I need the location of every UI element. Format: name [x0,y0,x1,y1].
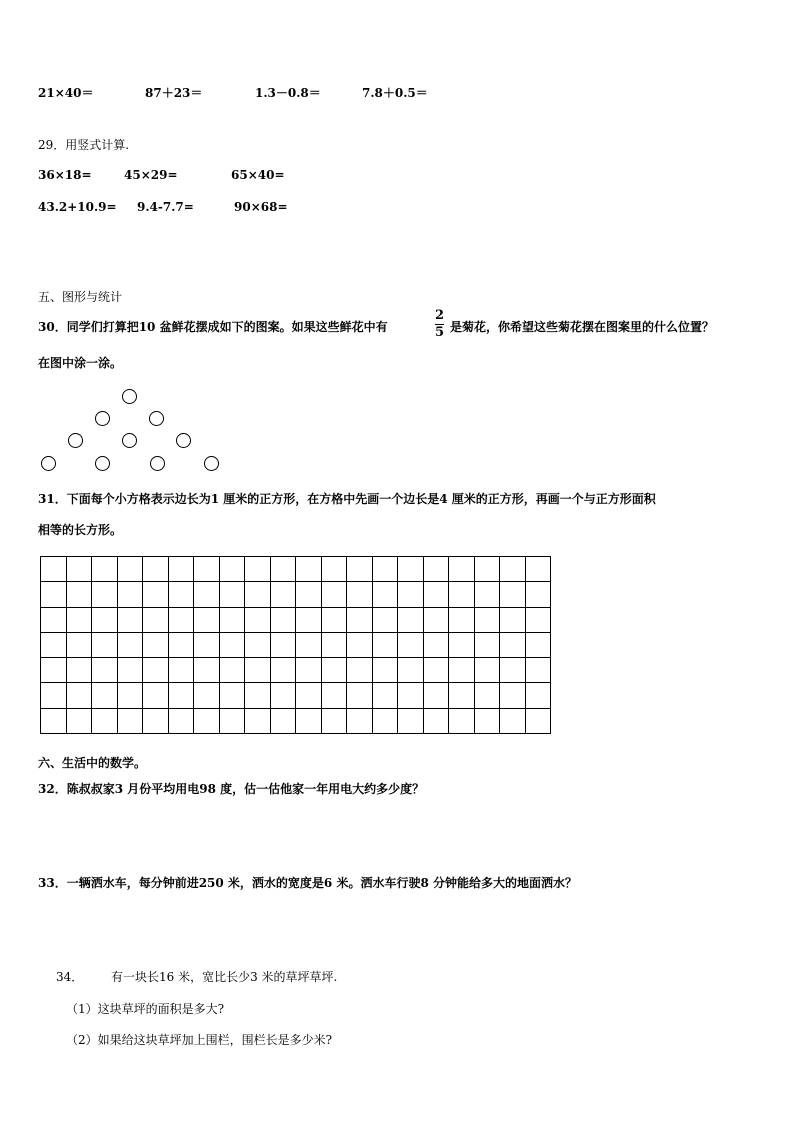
grid-cell[interactable] [117,557,143,582]
grid-cell[interactable] [194,632,220,657]
expr-21x40: 21×40＝ [38,86,94,100]
grid-cell[interactable] [423,607,449,632]
flower-circle[interactable] [122,433,137,448]
grid-cell[interactable] [194,557,220,582]
grid-cell[interactable] [92,658,118,683]
q34-subquestion-2: （2）如果给这块草坪加上围栏，围栏长是多少米? [66,1033,333,1047]
grid-cell[interactable] [245,658,271,683]
grid-cell[interactable] [66,557,92,582]
grid-cell[interactable] [398,557,424,582]
grid-cell[interactable] [423,683,449,708]
q34-subquestion-1: （1）这块草坪的面积是多大? [66,1002,225,1016]
grid-cell[interactable] [117,683,143,708]
grid-cell[interactable] [347,632,373,657]
grid-cell[interactable] [423,658,449,683]
grid-cell[interactable] [449,557,475,582]
grid-cell[interactable] [219,582,245,607]
grid-cell[interactable] [372,557,398,582]
grid-cell[interactable] [398,708,424,733]
grid-cell[interactable] [474,708,500,733]
grid-cell[interactable] [92,683,118,708]
grid-cell[interactable] [474,607,500,632]
grid-cell[interactable] [525,607,551,632]
grid-cell[interactable] [500,632,526,657]
grid-cell[interactable] [296,658,322,683]
grid-cell[interactable] [270,708,296,733]
q29-expr-5: 9.4-7.7= [137,200,194,214]
grid-cell[interactable] [245,557,271,582]
grid-cell[interactable] [500,683,526,708]
grid-cell[interactable] [168,632,194,657]
grid-cell[interactable] [41,658,67,683]
grid-cell[interactable] [219,708,245,733]
fraction-denominator: 5 [435,325,445,340]
grid-cell[interactable] [372,683,398,708]
q29-expr-3: 65×40= [231,168,285,182]
grid-cell[interactable] [194,658,220,683]
q29-expr-6: 90×68= [234,200,288,214]
q29-expr-2: 45×29= [124,168,178,182]
grid-cell[interactable] [66,607,92,632]
grid-cell[interactable] [194,607,220,632]
grid-cell[interactable] [245,607,271,632]
grid-cell[interactable] [423,582,449,607]
grid-cell[interactable] [449,632,475,657]
grid-cell[interactable] [347,582,373,607]
grid-cell[interactable] [525,708,551,733]
flower-circle[interactable] [122,389,137,404]
grid-cell[interactable] [296,557,322,582]
grid-cell[interactable] [398,607,424,632]
grid-row [41,632,551,657]
grid-cell[interactable] [92,607,118,632]
flower-circle[interactable] [150,456,165,471]
grid-cell[interactable] [245,708,271,733]
grid-cell[interactable] [41,607,67,632]
grid-cell[interactable] [398,632,424,657]
grid-cell[interactable] [321,658,347,683]
grid-cell[interactable] [117,658,143,683]
grid-cell[interactable] [219,683,245,708]
grid-cell[interactable] [321,557,347,582]
grid-cell[interactable] [92,632,118,657]
grid-cell[interactable] [41,708,67,733]
grid-cell[interactable] [372,607,398,632]
grid-cell[interactable] [372,658,398,683]
grid-cell[interactable] [66,683,92,708]
grid-cell[interactable] [143,632,169,657]
grid-cell[interactable] [92,582,118,607]
grid-cell[interactable] [321,607,347,632]
grid-cell[interactable] [398,658,424,683]
grid-cell[interactable] [321,582,347,607]
grid-cell[interactable] [449,658,475,683]
q31-text-line2: 相等的长方形。 [38,523,123,537]
grid-cell[interactable] [398,582,424,607]
grid-cell[interactable] [245,582,271,607]
grid-cell[interactable] [296,582,322,607]
grid-cell[interactable] [168,708,194,733]
grid-cell[interactable] [219,557,245,582]
grid-cell[interactable] [500,582,526,607]
grid-cell[interactable] [66,582,92,607]
grid-cell[interactable] [219,607,245,632]
grid-cell[interactable] [143,582,169,607]
grid-cell[interactable] [398,683,424,708]
grid-cell[interactable] [296,632,322,657]
grid-cell[interactable] [321,683,347,708]
grid-cell[interactable] [372,632,398,657]
q34-text: 有一块长16 米，宽比长少3 米的草坪草坪. [111,970,338,984]
grid-row [41,557,551,582]
section-6-heading: 六、生活中的数学。 [38,756,147,770]
grid-cell[interactable] [321,632,347,657]
grid-cell[interactable] [66,708,92,733]
grid-cell[interactable] [500,658,526,683]
q30-text-before: 30．同学们打算把10 盆鲜花摆成如下的图案。如果这些鲜花中有 [38,320,388,334]
flower-circle[interactable] [68,433,83,448]
grid-cell[interactable] [117,607,143,632]
grid-cell[interactable] [423,632,449,657]
grid-cell[interactable] [296,683,322,708]
q29-title: 29．用竖式计算. [38,138,130,152]
grid-cell[interactable] [296,708,322,733]
grid-cell[interactable] [194,582,220,607]
grid-cell[interactable] [525,582,551,607]
grid-row [41,658,551,683]
grid-cell[interactable] [500,708,526,733]
grid-cell[interactable] [525,658,551,683]
expr-1.3minus0.8: 1.3－0.8＝ [255,86,321,100]
expr-87plus23: 87＋23＝ [145,86,203,100]
grid-cell[interactable] [449,708,475,733]
grid-cell[interactable] [449,582,475,607]
grid-cell[interactable] [449,607,475,632]
grid-cell[interactable] [117,582,143,607]
grid-cell[interactable] [66,658,92,683]
q29-expr-1: 36×18= [38,168,92,182]
flower-circle[interactable] [204,456,219,471]
grid-cell[interactable] [168,557,194,582]
square-grid[interactable] [40,556,551,734]
grid-cell[interactable] [500,557,526,582]
grid-cell[interactable] [270,658,296,683]
grid-cell[interactable] [117,632,143,657]
grid-cell[interactable] [500,607,526,632]
grid-table[interactable] [40,556,551,734]
grid-cell[interactable] [41,683,67,708]
grid-cell[interactable] [41,557,67,582]
grid-row [41,708,551,733]
grid-cell[interactable] [168,582,194,607]
q34-number: 34． [56,970,84,984]
grid-row [41,607,551,632]
q29-expr-4: 43.2+10.9= [38,200,117,214]
grid-cell[interactable] [41,582,67,607]
grid-cell[interactable] [474,632,500,657]
q30-text-after: 是菊花，你希望这些菊花摆在图案里的什么位置？ [450,320,715,334]
grid-cell[interactable] [270,607,296,632]
grid-cell[interactable] [270,683,296,708]
q30-instruction: 在图中涂一涂。 [38,356,123,370]
fraction-numerator: 2 [435,308,445,323]
grid-cell[interactable] [143,658,169,683]
q33-text: 33．一辆洒水车，每分钟前进250 米，洒水的宽度是6 米。洒水车行驶8 分钟能给多大的地面洒水？ [38,876,577,890]
flower-circle[interactable] [95,411,110,426]
grid-cell[interactable] [270,582,296,607]
grid-cell[interactable] [92,708,118,733]
grid-cell[interactable] [423,708,449,733]
expr-7.8plus0.5: 7.8＋0.5＝ [362,86,428,100]
q31-text-line1: 31．下面每个小方格表示边长为1 厘米的正方形，在方格中先画一个边长是4 厘米的正方形，再画一个与正方形面积 [38,492,656,506]
flower-circle[interactable] [149,411,164,426]
grid-cell[interactable] [41,632,67,657]
grid-cell[interactable] [143,557,169,582]
grid-cell[interactable] [474,658,500,683]
grid-cell[interactable] [347,607,373,632]
grid-cell[interactable] [321,708,347,733]
grid-cell[interactable] [219,632,245,657]
grid-cell[interactable] [474,683,500,708]
q32-text: 32．陈叔叔家3 月份平均用电98 度，估一估他家一年用电大约多少度？ [38,782,425,796]
grid-cell[interactable] [423,557,449,582]
grid-cell[interactable] [143,607,169,632]
grid-cell[interactable] [143,708,169,733]
grid-cell[interactable] [372,708,398,733]
grid-cell[interactable] [525,557,551,582]
grid-cell[interactable] [194,683,220,708]
grid-cell[interactable] [143,683,169,708]
grid-cell[interactable] [194,708,220,733]
q30-fraction [435,309,444,340]
grid-cell[interactable] [270,632,296,657]
grid-cell[interactable] [219,658,245,683]
grid-cell[interactable] [168,658,194,683]
grid-cell[interactable] [92,557,118,582]
grid-cell[interactable] [347,683,373,708]
grid-cell[interactable] [372,582,398,607]
grid-cell[interactable] [168,683,194,708]
grid-cell[interactable] [270,557,296,582]
flower-circle[interactable] [41,456,56,471]
grid-cell[interactable] [449,683,475,708]
grid-cell[interactable] [245,632,271,657]
grid-cell[interactable] [66,632,92,657]
grid-row [41,582,551,607]
grid-row [41,683,551,708]
grid-cell[interactable] [168,607,194,632]
section-5-heading: 五、图形与统计 [38,290,123,304]
grid-cell[interactable] [347,557,373,582]
grid-cell[interactable] [347,658,373,683]
flower-circle[interactable] [176,433,191,448]
grid-cell[interactable] [474,582,500,607]
flower-circle[interactable] [95,456,110,471]
grid-cell[interactable] [245,683,271,708]
grid-cell[interactable] [117,708,143,733]
grid-cell[interactable] [525,683,551,708]
grid-cell[interactable] [474,557,500,582]
grid-cell[interactable] [347,708,373,733]
grid-cell[interactable] [525,632,551,657]
grid-cell[interactable] [296,607,322,632]
